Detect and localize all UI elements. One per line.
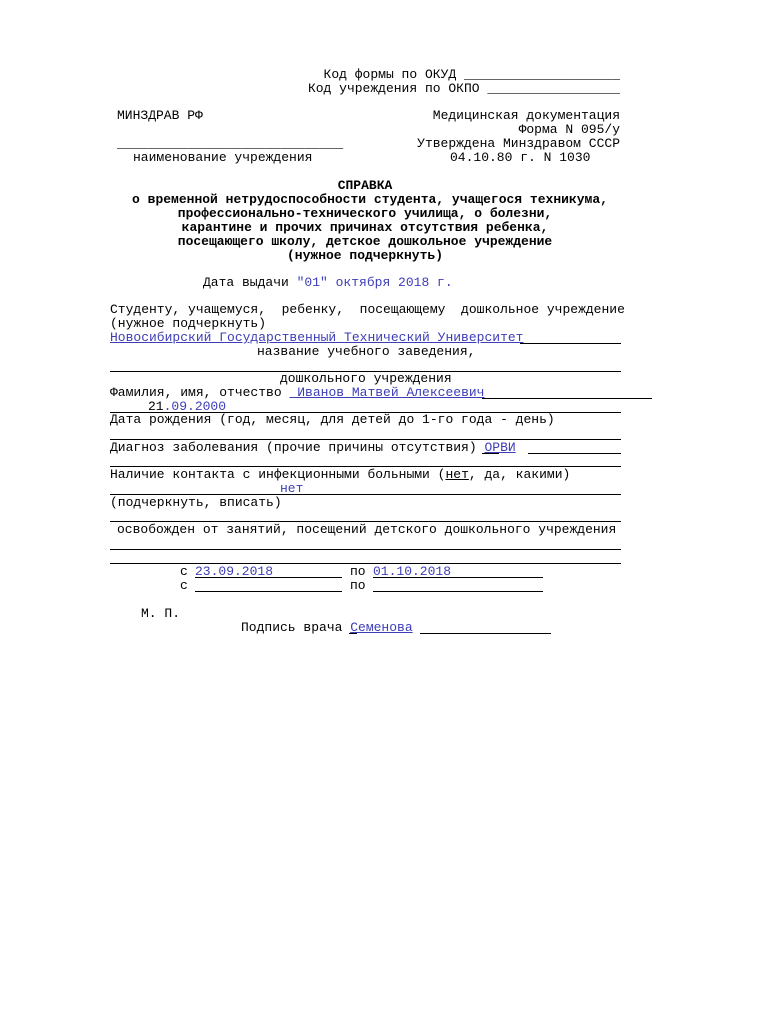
patient-name-label: Фамилия, имя, отчество xyxy=(110,385,290,400)
institution-label: наименование учреждения xyxy=(133,150,313,165)
diagnosis-pre-rule xyxy=(482,453,499,454)
title-line-4: посещающего школу, детское дошкольное учреждение xyxy=(177,234,553,249)
period-from-1: 23.09.2018 xyxy=(195,564,274,579)
period-to-label-1: по xyxy=(350,564,366,579)
title-line-1: о временной нетрудоспособности студента, учащегося техникума, xyxy=(132,192,608,207)
period-to-label-2: по xyxy=(350,578,366,593)
title-line-3: карантине и прочих причинах отсутствия ребенка, xyxy=(181,220,549,235)
contact-value: нет xyxy=(280,481,304,496)
contact-hint: (подчеркнуть, вписать) xyxy=(110,495,282,510)
patient-name-rule xyxy=(482,398,652,399)
signature-pre-rule xyxy=(349,633,357,634)
period-from-label-2: с xyxy=(180,578,188,593)
period-to-1: 01.10.2018 xyxy=(373,564,452,579)
contact-underlined: нет xyxy=(445,467,469,482)
signature-row xyxy=(241,621,413,635)
preschool-label: дошкольного учреждения xyxy=(280,371,452,386)
title-line-5: (нужное подчеркнуть) xyxy=(286,248,444,263)
dob-rest: .09.2000 xyxy=(163,399,227,414)
institution-name-label: название учебного заведения, xyxy=(257,344,476,359)
recipient-line-2: (нужное подчеркнуть) xyxy=(110,316,267,331)
released-text: освобожден от занятий, посещений детского дошкольного учреждения xyxy=(117,522,617,537)
institution-blank: _____________________________ xyxy=(117,136,344,151)
dob-day: 21 xyxy=(148,399,164,414)
approved-by: Утверждена Минздравом СССР xyxy=(417,136,620,151)
diagnosis-row xyxy=(110,441,516,455)
diagnosis-value: ОРВИ xyxy=(484,440,516,455)
okpo-line: Код учреждения по ОКПО _________________ xyxy=(307,81,620,96)
form-number: Форма N 095/у xyxy=(518,122,620,137)
ministry: МИНЗДРАВ РФ xyxy=(117,108,203,123)
period-from-label-1: с xyxy=(180,564,188,579)
issue-date-value: "01" октября 2018 г. xyxy=(296,275,453,290)
period-to-rule-1 xyxy=(373,577,543,578)
contact-row xyxy=(110,468,570,482)
issue-date xyxy=(203,276,453,290)
diagnosis-label: Диагноз заболевания (прочие причины отсутствия) xyxy=(110,440,485,455)
period-to-rule-2 xyxy=(373,591,543,592)
approved-date: 04.10.80 г. N 1030 xyxy=(450,150,591,165)
dob-label: Дата рождения (год, месяц, для детей до 1-го года - день) xyxy=(110,412,555,427)
period-from-rule-1 xyxy=(195,577,342,578)
patient-name-value: Иванов Матвей Алексеевич xyxy=(289,385,485,400)
stamp-placeholder: М. П. xyxy=(141,606,181,621)
document-title: СПРАВКА xyxy=(337,178,393,193)
diagnosis-post-rule xyxy=(528,453,621,454)
recipient-line-1: Студенту, учащемуся, ребенку, посещающему дошкольное учреждение xyxy=(110,302,625,317)
blank-rule-5 xyxy=(110,549,621,550)
institution-name: Новосибирский Государственный Технический Университет xyxy=(110,330,524,345)
title-line-2: профессионально-технического училища, о болезни, xyxy=(177,206,553,221)
okud-line: Код формы по ОКУД ____________________ xyxy=(323,67,620,82)
signature-post-rule xyxy=(420,633,551,634)
doc-type: Медицинская документация xyxy=(432,108,620,123)
signature-value: Семенова xyxy=(350,620,413,635)
contact-pre: Наличие контакта с инфекционными больными ( xyxy=(110,467,446,482)
signature-label: Подпись врача xyxy=(241,620,351,635)
contact-post: , да, какими) xyxy=(468,467,571,482)
institution-rule xyxy=(520,343,621,344)
period-from-rule-2 xyxy=(195,591,342,592)
issue-date-label: Дата выдачи xyxy=(203,275,297,290)
patient-name-row xyxy=(110,386,484,400)
